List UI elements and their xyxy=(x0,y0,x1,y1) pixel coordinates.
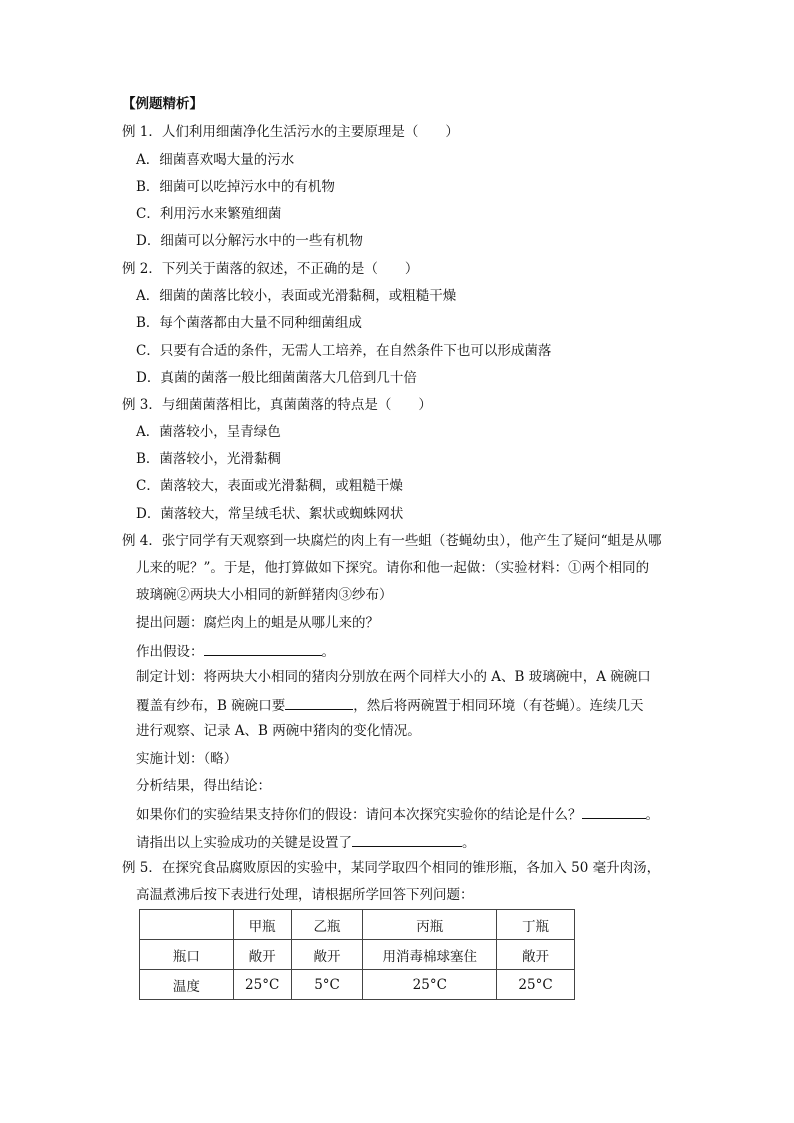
table-cell: 温度 xyxy=(140,970,234,1000)
question-4-conclusion xyxy=(136,804,659,824)
hypothesis-blank[interactable] xyxy=(204,641,322,656)
question-4-line-1: 例 4．张宁同学有天观察到一块腐烂的肉上有一些蛆（苍蝇幼虫），他产生了疑问“蛆是从哪 xyxy=(122,533,662,549)
table-header-cell: 甲瓶 xyxy=(233,910,291,940)
plan-text-a: 覆盖有纱布，B 碗碗口要 xyxy=(136,698,286,714)
table-header-cell: 乙瓶 xyxy=(291,910,363,940)
question-2-option-b: B．每个菌落都由大量不同种细菌组成 xyxy=(136,315,362,331)
question-5-line-2: 高温煮沸后按下表进行处理，请根据所学回答下列问题： xyxy=(136,887,474,903)
table-cell: 25°C xyxy=(233,970,291,1000)
conclusion-period: 。 xyxy=(645,807,659,823)
table-header-cell: 丁瓶 xyxy=(497,910,575,940)
question-4-plan-line-3: 进行观察、记录 A、B 两碗中猪肉的变化情况。 xyxy=(136,723,421,739)
question-4-plan-line-2 xyxy=(136,695,643,715)
question-4-implement: 实施计划：（略） xyxy=(136,751,238,767)
question-1-option-a: A．细菌喜欢喝大量的污水 xyxy=(136,152,295,168)
question-2-option-d: D．真菌的菌落一般比细菌菌落大几倍到几十倍 xyxy=(136,370,417,386)
table-cell: 敞开 xyxy=(497,940,575,970)
question-2-option-a: A．细菌的菌落比较小，表面或光滑黏稠，或粗糙干燥 xyxy=(136,288,457,304)
question-1-option-c: C．利用污水来繁殖细菌 xyxy=(136,206,282,222)
question-3-stem: 例 3．与细菌菌落相比，真菌菌落的特点是（ ） xyxy=(122,397,432,413)
table-row xyxy=(140,970,575,1000)
table-cell: 5°C xyxy=(291,970,363,1000)
plan-text-b: ，然后将两碗置于相同环境（有苍蝇）。连续几天 xyxy=(353,698,644,714)
table-cell: 敞开 xyxy=(291,940,363,970)
plan-blank[interactable] xyxy=(285,695,353,710)
table-cell: 敞开 xyxy=(233,940,291,970)
section-heading: 【例题精析】 xyxy=(122,96,203,112)
table-header-cell: 丙瓶 xyxy=(363,910,497,940)
experiment-table xyxy=(139,909,575,1000)
question-4-line-2: 儿来的呢？”。于是，他打算做如下探究。请你和他一起做：（实验材料：①两个相同的 xyxy=(136,560,650,576)
table-cell: 瓶口 xyxy=(140,940,234,970)
key-period: 。 xyxy=(462,835,476,851)
key-label: 请指出以上实验成功的关键是设置了 xyxy=(136,835,352,851)
question-3-option-c: C．菌落较大，表面或光滑黏稠，或粗糙干燥 xyxy=(136,478,403,494)
hypothesis-label: 作出假设： xyxy=(136,644,204,660)
table-cell: 25°C xyxy=(497,970,575,1000)
question-3-option-d: D．菌落较大，常呈绒毛状、絮状或蜘蛛网状 xyxy=(136,506,404,522)
question-4-analyze: 分析结果，得出结论： xyxy=(136,778,271,794)
question-2-option-c: C．只要有合适的条件，无需人工培养，在自然条件下也可以形成菌落 xyxy=(136,343,552,359)
question-4-line-3: 玻璃碗②两块大小相同的新鲜猪肉③纱布） xyxy=(136,587,393,603)
table-cell: 用消毒棉球塞住 xyxy=(363,940,497,970)
question-3-option-a: A．菌落较小，呈青绿色 xyxy=(136,424,281,440)
question-5-line-1: 例 5．在探究食品腐败原因的实验中，某同学取四个相同的锥形瓶，各加入 50 毫升肉汤， xyxy=(122,860,661,876)
question-1-option-b: B．细菌可以吃掉污水中的有机物 xyxy=(136,179,335,195)
table-header-cell xyxy=(140,910,234,940)
table-header-row xyxy=(140,910,575,940)
question-1-option-d: D．细菌可以分解污水中的一些有机物 xyxy=(136,233,363,249)
question-3-option-b: B．菌落较小，光滑黏稠 xyxy=(136,451,281,467)
question-4-plan-line-1: 制定计划：将两块大小相同的猪肉分别放在两个同样大小的 A、B 玻璃碗中，A 碗碗口 xyxy=(136,669,651,685)
conclusion-blank[interactable] xyxy=(582,804,646,819)
question-4-key xyxy=(136,832,476,852)
table-cell: 25°C xyxy=(363,970,497,1000)
key-blank[interactable] xyxy=(352,832,462,847)
table-row xyxy=(140,940,575,970)
question-1-stem: 例 1．人们利用细菌净化生活污水的主要原理是（ ） xyxy=(122,124,459,140)
question-4-hypothesis xyxy=(136,641,335,661)
question-2-stem: 例 2．下列关于菌落的叙述，不正确的是（ ） xyxy=(122,261,419,277)
conclusion-label: 如果你们的实验结果支持你们的假设：请问本次探究实验你的结论是什么？ xyxy=(136,807,582,823)
question-4-problem: 提出问题：腐烂肉上的蛆是从哪儿来的？ xyxy=(136,615,379,631)
hypothesis-period: 。 xyxy=(321,644,335,660)
